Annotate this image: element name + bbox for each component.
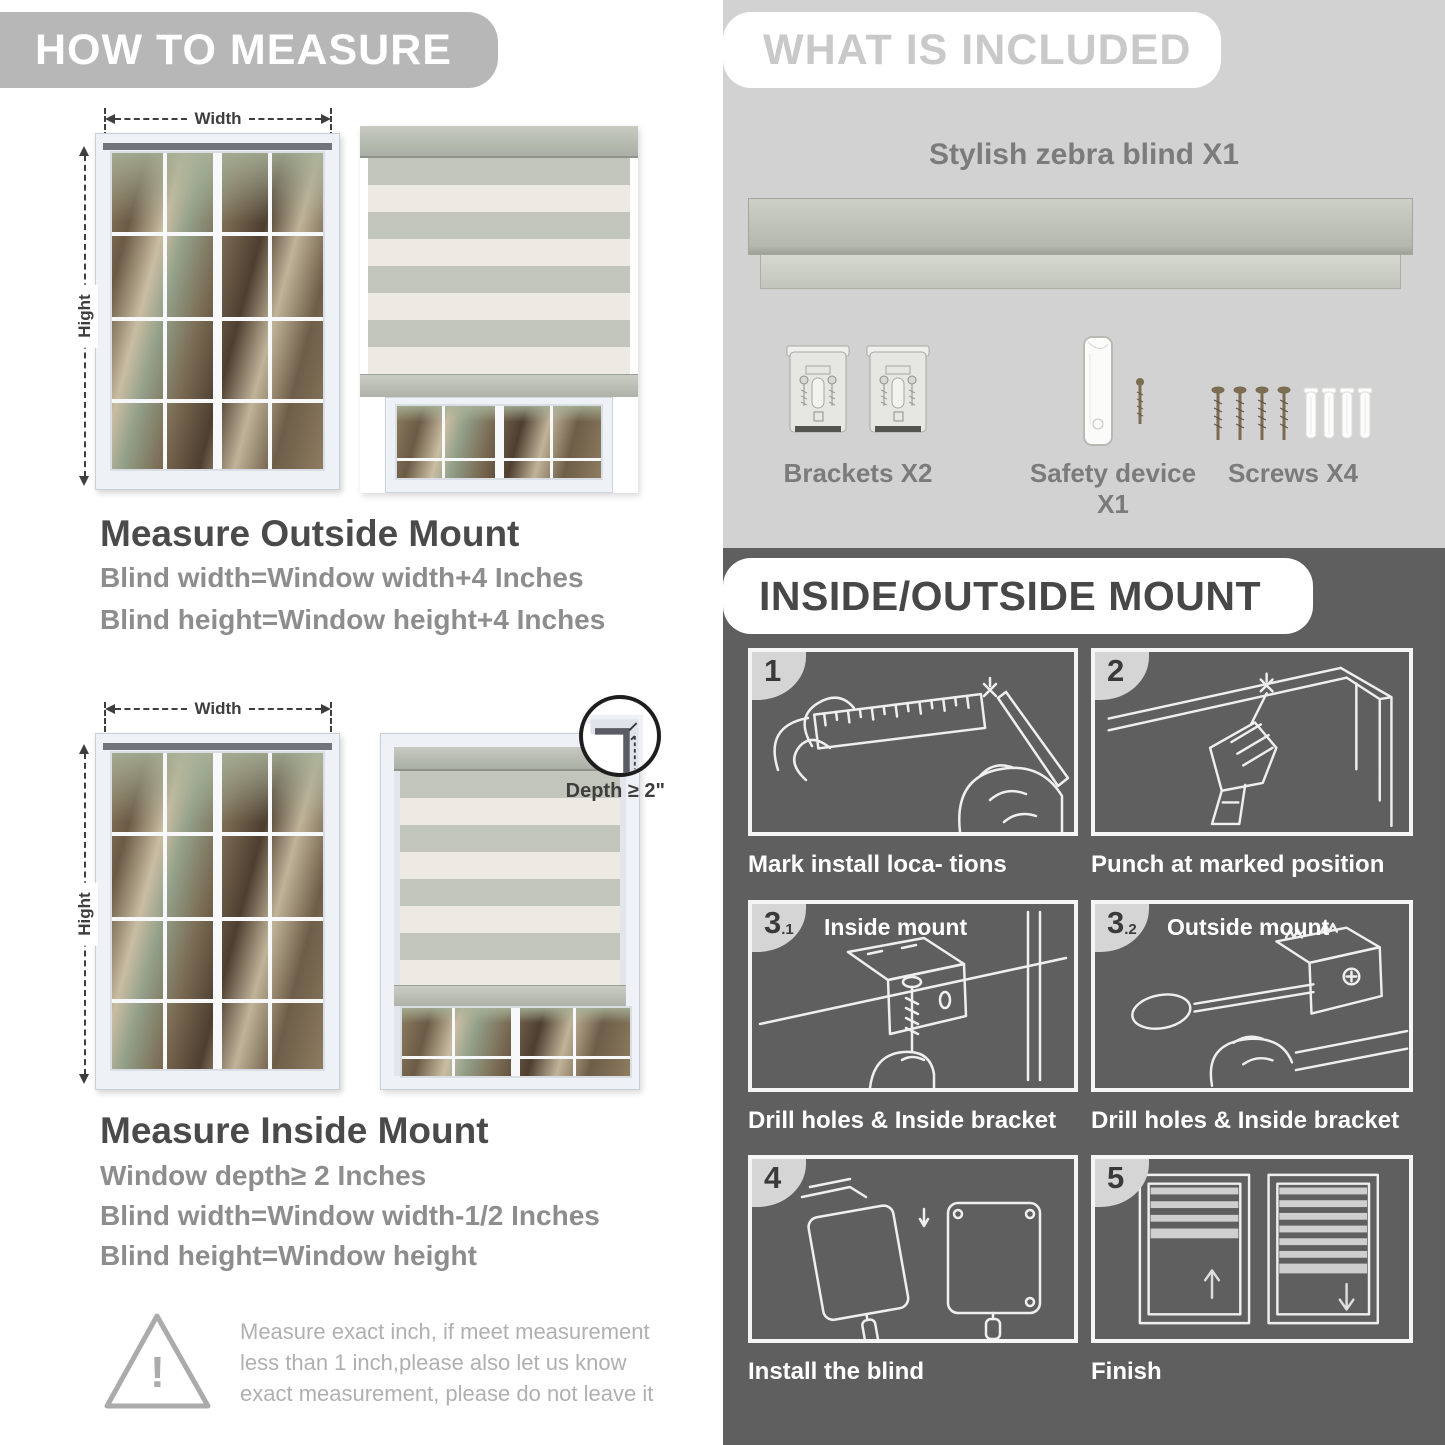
blind-bottom-rail [394, 985, 626, 1006]
step-2-panel [1091, 648, 1413, 836]
step-number-badge: 4 [752, 1159, 806, 1207]
step-3-2-caption: Drill holes & Inside bracket [1091, 1107, 1400, 1134]
brackets-label: Brackets X2 [783, 458, 933, 488]
width-dimension-arrow-outside [105, 110, 331, 128]
step-number-badge: 3 .2 [1095, 904, 1149, 952]
step-2 [1091, 648, 1413, 879]
outside-formula-width: Blind width=Window width+4 Inches [100, 562, 584, 593]
inside-formula-width: Blind width=Window width-1/2 Inches [100, 1200, 600, 1231]
safety-device-label: Safety device X1 [1029, 458, 1197, 519]
window-photo-inside [95, 733, 340, 1090]
step-4-caption: Install the blind [748, 1358, 925, 1385]
arrow-down-icon [79, 476, 89, 486]
drill-illustration [1095, 652, 1409, 832]
blind-headrail-image [748, 198, 1413, 255]
blind-stripes [400, 771, 620, 985]
exclamation-icon: ! [150, 1348, 165, 1397]
install-blind-illustration [752, 1159, 1074, 1339]
width-label: Width [194, 109, 242, 128]
what-is-included-title: WHAT IS INCLUDED [763, 25, 1192, 74]
arrow-down-icon [79, 1074, 89, 1084]
height-label: Hight [72, 284, 98, 347]
step-number-badge: 3 .1 [752, 904, 806, 952]
finish-blinds-illustration [1095, 1159, 1409, 1339]
step-1-caption: Mark install loca- tions [748, 851, 1007, 878]
zebra-blind-outside-mount [360, 126, 638, 493]
arrow-left-icon [105, 114, 115, 124]
step-4-panel [748, 1155, 1078, 1343]
step-3-2-panel [1091, 900, 1413, 1092]
height-dimension-arrow-outside [76, 146, 94, 486]
step-5 [1091, 1155, 1413, 1386]
inside-formula-height: Blind height=Window height [100, 1240, 477, 1271]
step-number-badge: 2 [1095, 652, 1149, 700]
step-4 [748, 1155, 1078, 1386]
safety-device-image [1023, 334, 1203, 455]
blind-headrail-lower [760, 255, 1401, 289]
bracket-icon [786, 342, 850, 438]
step-3-2 [1091, 900, 1413, 1135]
step-5-caption: Finish [1091, 1358, 1162, 1385]
inside-formula-depth: Window depth≥ 2 Inches [100, 1160, 427, 1191]
measure-warning-text: Measure exact inch, if meet measurement less than 1 inch,please also let us know exact measurement, please do not leave it [240, 1319, 654, 1406]
safety-device-icon [1058, 334, 1168, 450]
screws-icon [1208, 384, 1374, 446]
how-to-measure-header [0, 12, 498, 88]
width-label: Width [194, 699, 242, 718]
step-2-caption: Punch at marked position [1091, 851, 1385, 878]
ruler-pencil-illustration [752, 652, 1074, 832]
step-3-1-panel [748, 900, 1078, 1092]
height-dimension-arrow-inside [76, 744, 94, 1084]
window-panes [110, 151, 325, 471]
blind-item-label: Stylish zebra blind X1 [928, 138, 1240, 171]
step-number-badge: 5 [1095, 1159, 1149, 1207]
inside-outside-mount-title: INSIDE/OUTSIDE MOUNT [759, 572, 1262, 619]
window-under-blind [400, 1006, 632, 1078]
bracket-icon [866, 342, 930, 438]
step-number-badge: 1 [752, 652, 806, 700]
step-3-1-title: Inside mount [824, 914, 968, 940]
what-is-included-section [723, 0, 1445, 548]
blind-cassette [360, 126, 638, 158]
height-label: Hight [72, 882, 98, 945]
inside-outside-mount-header [723, 558, 1313, 634]
inside-outside-mount-section [723, 548, 1445, 1445]
how-to-measure-title: HOW TO MEASURE [35, 25, 452, 74]
step-3-2-title: Outside mount [1167, 914, 1330, 940]
window-corner-depth-illustration [583, 699, 657, 773]
screws-image [1201, 384, 1381, 451]
step-3-1 [748, 900, 1078, 1135]
brackets-image [753, 342, 963, 443]
screws-label: Screws X4 [1227, 458, 1359, 488]
inside-mount-heading: Measure Inside Mount [100, 1110, 489, 1151]
step-1 [748, 648, 1078, 879]
window-under-blind [385, 397, 613, 493]
warning-triangle-icon [100, 1308, 215, 1416]
outside-mount-heading: Measure Outside Mount [100, 513, 520, 554]
blind-stripes [368, 158, 630, 374]
blind-bottom-rail [360, 374, 638, 397]
window-photo-outside [95, 133, 340, 490]
depth-label: Depth ≥ 2" [565, 780, 665, 802]
outside-formula-height: Blind height=Window height+4 Inches [100, 604, 606, 635]
step-5-panel [1091, 1155, 1413, 1343]
window-panes [110, 751, 325, 1071]
step-1-panel [748, 648, 1078, 836]
depth-detail-magnifier [579, 695, 661, 777]
step-3-1-caption: Drill holes & Inside bracket [748, 1107, 1057, 1134]
width-dimension-arrow-inside [105, 700, 331, 718]
arrow-left-icon [105, 704, 115, 714]
what-is-included-header [723, 12, 1221, 88]
